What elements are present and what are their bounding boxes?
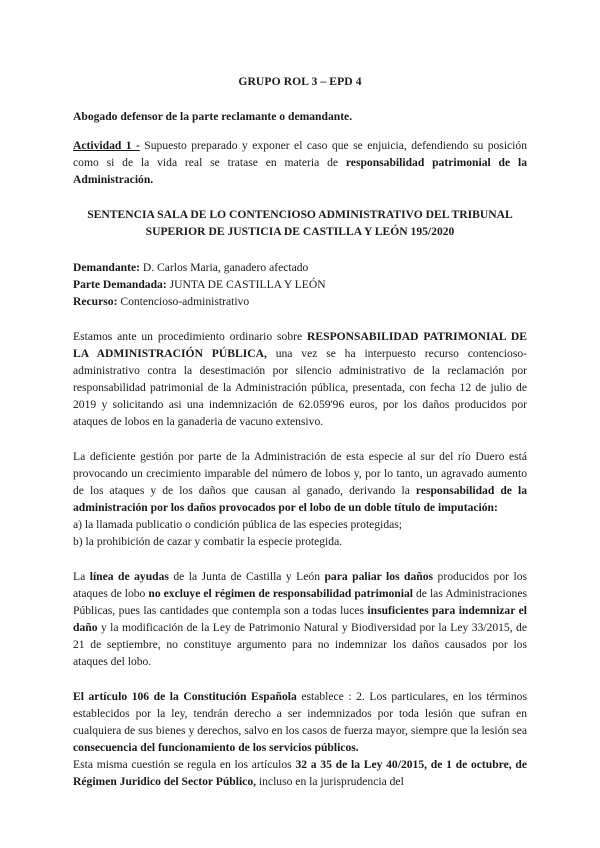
document-title: GRUPO ROL 3 – EPD 4 <box>238 75 362 88</box>
appeal-value: Contencioso-administrativo <box>117 295 250 308</box>
p1-text-c: una vez se ha interpuesto recurso contencioso-administrativo contra la desestimación por silencio administrativo de la reclamación por responsabilidad patrimonial de la Administración pública, presentada, con fecha 12 de julio de 2019 y solicitando asi una indemnización de 62.059'96 euros, por los daños producidos por ataques de lobos en la ganaderia de vacuno extensivo. <box>73 347 527 428</box>
plaintiff-label: Demandante: <box>73 261 140 274</box>
paragraph-4 <box>73 688 527 756</box>
defendant-value: JUNTA DE CASTILLA Y LEÓN <box>166 278 326 291</box>
p3-f: no excluye el régimen de responsabilidad patrimonial <box>148 587 413 600</box>
document-body <box>73 73 527 790</box>
plaintiff-value: D. Carlos Maria, ganadero afectado <box>139 261 309 274</box>
p4-c: consecuencia del funcionamiento de los servicios públicos. <box>73 741 359 754</box>
sentence-title-line-1: SENTENCIA SALA DE LO CONTENCIOSO ADMINISTRATIVO DEL TRIBUNAL <box>87 208 513 221</box>
plaintiff-line <box>73 259 527 276</box>
activity-label: Actividad 1 - <box>73 139 140 152</box>
p4-b: establece : 2. Los particulares, en los términos establecidos por la ley, tendrán derecho a ser indemnizados por toda lesión que sufran en cualquiera de sus bienes y derechos, salvo en los casos de fuerza mayor, siempre que la lesión sea <box>73 690 527 737</box>
p3-b: línea de ayudas <box>89 570 169 583</box>
p3-i: y la modificación de la Ley de Patrimonio Natural y Biodiversidad por la Ley 33/2015, de 21 de septiembre, no constituye argumento para no indemnizar los daños causados por los ataques del lobo. <box>73 621 527 668</box>
p5-b: 32 a 35 de la Ley 40/2015, de 1 de octubre, de Régimen Juridico del Sector Público, <box>73 758 527 788</box>
p2-list-item-a: a) la llamada publicatio o condición pública de las especies protegidas; <box>73 518 403 531</box>
appeal-line <box>73 293 527 310</box>
paragraph-2 <box>73 448 527 550</box>
defendant-line <box>73 276 527 293</box>
p3-g: de las Administraciones Públicas, pues las cantidades que contempla son a todas luces <box>73 587 527 617</box>
p4-a: El artículo 106 de la Constitución Española <box>73 690 297 703</box>
activity-bold: responsabilidad patrimonial de la Administración. <box>73 156 528 186</box>
paragraph-1 <box>73 328 527 430</box>
paragraph-5 <box>73 756 527 790</box>
p3-d: para paliar los daños <box>324 570 434 583</box>
activity-text: Supuesto preparado y exponer el caso que se enjuicia, defendiendo su posición como si de la vida real se tratase en materia de <box>73 139 528 169</box>
p2-list-item-b: b) la prohibición de cazar y combatir la especie protegida. <box>73 535 343 548</box>
sentence-title <box>73 206 527 240</box>
paragraph-3 <box>73 568 527 670</box>
parties-block <box>73 259 527 310</box>
p2-bold: responsabilidad de la administración por los daños provocados por el lobo de un doble título de imputación: <box>73 484 527 514</box>
p3-c: de la Junta de Castilla y León <box>168 570 325 583</box>
p1-text-a: Estamos ante un procedimiento ordinario sobre <box>73 330 308 343</box>
defendant-label: Parte Demandada: <box>73 278 167 291</box>
p2-main <box>73 448 527 516</box>
p3-h: insuficientes para indemnizar el daño <box>73 604 527 634</box>
p5-a: Esta misma cuestión se regula en los artículos <box>73 758 296 771</box>
appeal-label: Recurso: <box>73 295 118 308</box>
p2-text-a: La deficiente gestión por parte de la Administración de esta especie al sur del río Duero está provocando un crecimiento imparable del número de lobos y, por lo tanto, un agravado aumento de los ataques y de los daños que causan al ganado, derivando la <box>73 450 527 497</box>
p3-a: La <box>73 570 90 583</box>
sentence-title-line-2: SUPERIOR DE JUSTICIA DE CASTILLA Y LEÓN 195/2020 <box>145 225 455 238</box>
p5-c: incluso en la jurisprudencia del <box>256 775 404 788</box>
p3-e: producidos por los ataques de lobo <box>73 570 527 600</box>
role-heading: Abogado defensor de la parte reclamante o demandante. <box>73 110 353 123</box>
p1-bold: RESPONSABILIDAD PATRIMONIAL DE LA ADMINISTRACIÓN PÚBLICA, <box>73 330 527 360</box>
activity-paragraph <box>73 137 527 188</box>
